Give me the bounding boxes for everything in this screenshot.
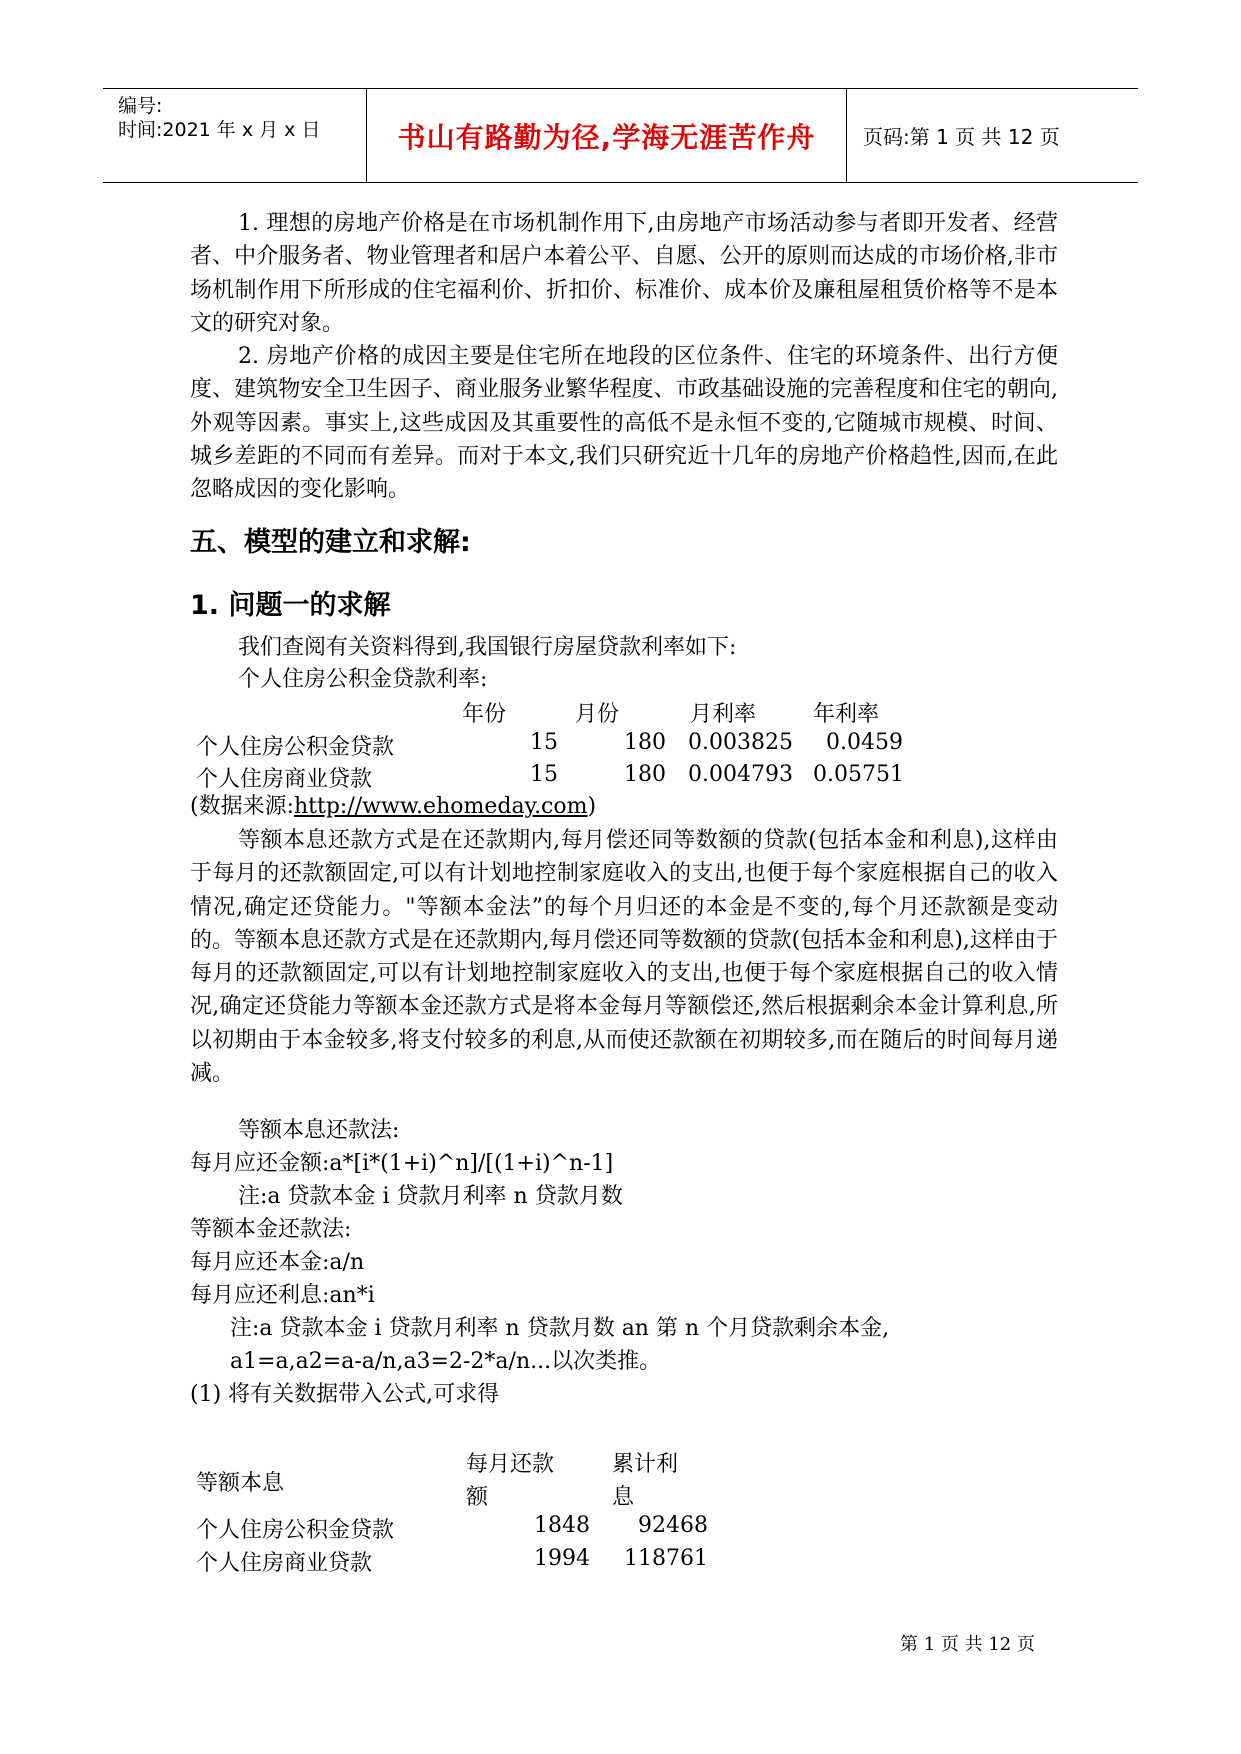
header-motto-cell — [367, 89, 847, 182]
rate-row-year: 15 — [530, 730, 558, 755]
intro-line-2: 个人住房公积金贷款利率: — [238, 667, 488, 692]
source-prefix: (数据来源: — [190, 794, 294, 819]
result-col-monthly-2: 额 — [466, 1485, 489, 1510]
rate-row-name: 个人住房商业贷款 — [196, 767, 373, 792]
rate-header-mrate: 月利率 — [690, 702, 757, 727]
paragraph-1: 1. 理想的房地产价格是在市场机制作用下,由房地产市场活动参与者即开发者、经营者、中介服务者、物业管理者和居户本着公平、自愿、公开的原则而达成的市场价格,非市场机制作用下所形成的住宅福利价、折扣价、标准价、成本价及廉租屋租赁价格等不是本文的研究对象。 — [190, 211, 1058, 336]
page-header — [103, 88, 1138, 183]
rate-row-year: 15 — [530, 762, 558, 787]
result-row-name: 个人住房商业贷款 — [196, 1551, 373, 1576]
eq-pi-title: 等额本息还款法: — [238, 1118, 400, 1143]
result-label: 等额本息 — [196, 1471, 285, 1496]
rate-row-month: 180 — [624, 730, 666, 755]
result-row-monthly: 1848 — [534, 1513, 590, 1538]
rate-row-yrate: 0.05751 — [813, 762, 904, 787]
eq-p-principal: 每月应还本金:a/n — [190, 1250, 365, 1275]
eq-p-note-2: a1=a,a2=a-a/n,a3=2-2*a/n...以次类推。 — [230, 1349, 662, 1374]
result-row-monthly: 1994 — [534, 1546, 590, 1571]
subsection-1-title: 1. 问题一的求解 — [190, 590, 391, 621]
section-5-title: 五、模型的建立和求解: — [190, 527, 471, 558]
result-row-interest: 92468 — [638, 1513, 708, 1538]
result-col-monthly-1: 每月还款 — [466, 1452, 555, 1477]
repayment-paragraph-wrap — [190, 824, 1058, 1090]
rate-row-month: 180 — [624, 762, 666, 787]
rate-row-mrate: 0.004793 — [688, 762, 793, 787]
source-link[interactable]: http://www.ehomeday.com — [294, 794, 588, 819]
result-col-interest-2: 息 — [612, 1485, 635, 1510]
rate-header-month: 月份 — [575, 702, 620, 727]
rate-row-name: 个人住房公积金贷款 — [196, 735, 395, 760]
source-suffix: ) — [587, 794, 597, 819]
header-time-label: 时间:2021 年 x 月 x 日 — [118, 119, 321, 141]
rate-header-year: 年份 — [462, 702, 507, 727]
eq-p-interest: 每月应还利息:an*i — [190, 1283, 375, 1308]
eq-pi-formula: 每月应还金额:a*[i*(1+i)^n]/[(1+i)^n-1] — [190, 1151, 614, 1176]
rate-header-yrate: 年利率 — [813, 702, 880, 727]
data-source — [190, 792, 596, 822]
eq-p-note-1: 注:a 贷款本金 i 贷款月利率 n 贷款月数 an 第 n 个月贷款剩余本金, — [230, 1316, 890, 1341]
eq-pi-note: 注:a 贷款本金 i 贷款月利率 n 贷款月数 — [238, 1184, 623, 1209]
header-left-cell — [103, 89, 367, 182]
paragraph-2: 2. 房地产价格的成因主要是住宅所在地段的区位条件、住宅的环境条件、出行方便度、建筑物安全卫生因子、商业服务业繁华程度、市政基础设施的完善程度和住宅的朝向,外观等因素。事实上,这些成因及其重要性的高低不是永恒不变的,它随城市规模、时间、城乡差距的不同而有差异。而对于本文,我们只研究近十几年的房地产价格趋性,因而,在此忽略成因的变化影响。 — [190, 344, 1058, 503]
intro-paragraphs — [190, 207, 1058, 507]
header-page-label: 页码:第 1 页 共 12 页 — [863, 125, 1060, 149]
repayment-paragraph: 等额本息还款方式是在还款期内,每月偿还同等数额的贷款(包括本金和利息),这样由于每月的还款额固定,可以有计划地控制家庭收入的支出,也便于每个家庭根据自己的收入情况,确定还贷能力。"等额本金法”的每个月归还的本金是不变的,每个月还款额是变动的。等额本息还款方式是在还款期内,每月偿还同等数额的贷款(包括本金和利息),这样由于每月的还款额固定,可以有计划地控制家庭收入的支出,也便于每个家庭根据自己的收入情况,确定还贷能力等额本金还款方式是将本金每月等额偿还,然后根据剩余本金计算利息,所以初期由于本金较多,将支付较多的利息,从而使还款额在初期较多,而在随后的时间每月递减。 — [190, 828, 1058, 1087]
rate-row-mrate: 0.003825 — [688, 730, 793, 755]
rate-row-yrate: 0.0459 — [826, 730, 903, 755]
result-col-interest-1: 累计利 — [612, 1452, 679, 1477]
result-row-interest: 118761 — [624, 1546, 708, 1571]
result-row-name: 个人住房公积金贷款 — [196, 1518, 395, 1543]
header-page-cell — [847, 89, 1137, 182]
page-footer: 第 1 页 共 12 页 — [900, 1634, 1035, 1655]
header-number-label: 编号: — [118, 95, 163, 117]
header-motto: 书山有路勤为径,学海无涯苦作舟 — [397, 120, 816, 154]
eq-p-title: 等额本金还款法: — [190, 1217, 352, 1242]
step-1: (1) 将有关数据带入公式,可求得 — [190, 1382, 500, 1407]
intro-line-1: 我们查阅有关资料得到,我国银行房屋贷款利率如下: — [238, 635, 737, 660]
